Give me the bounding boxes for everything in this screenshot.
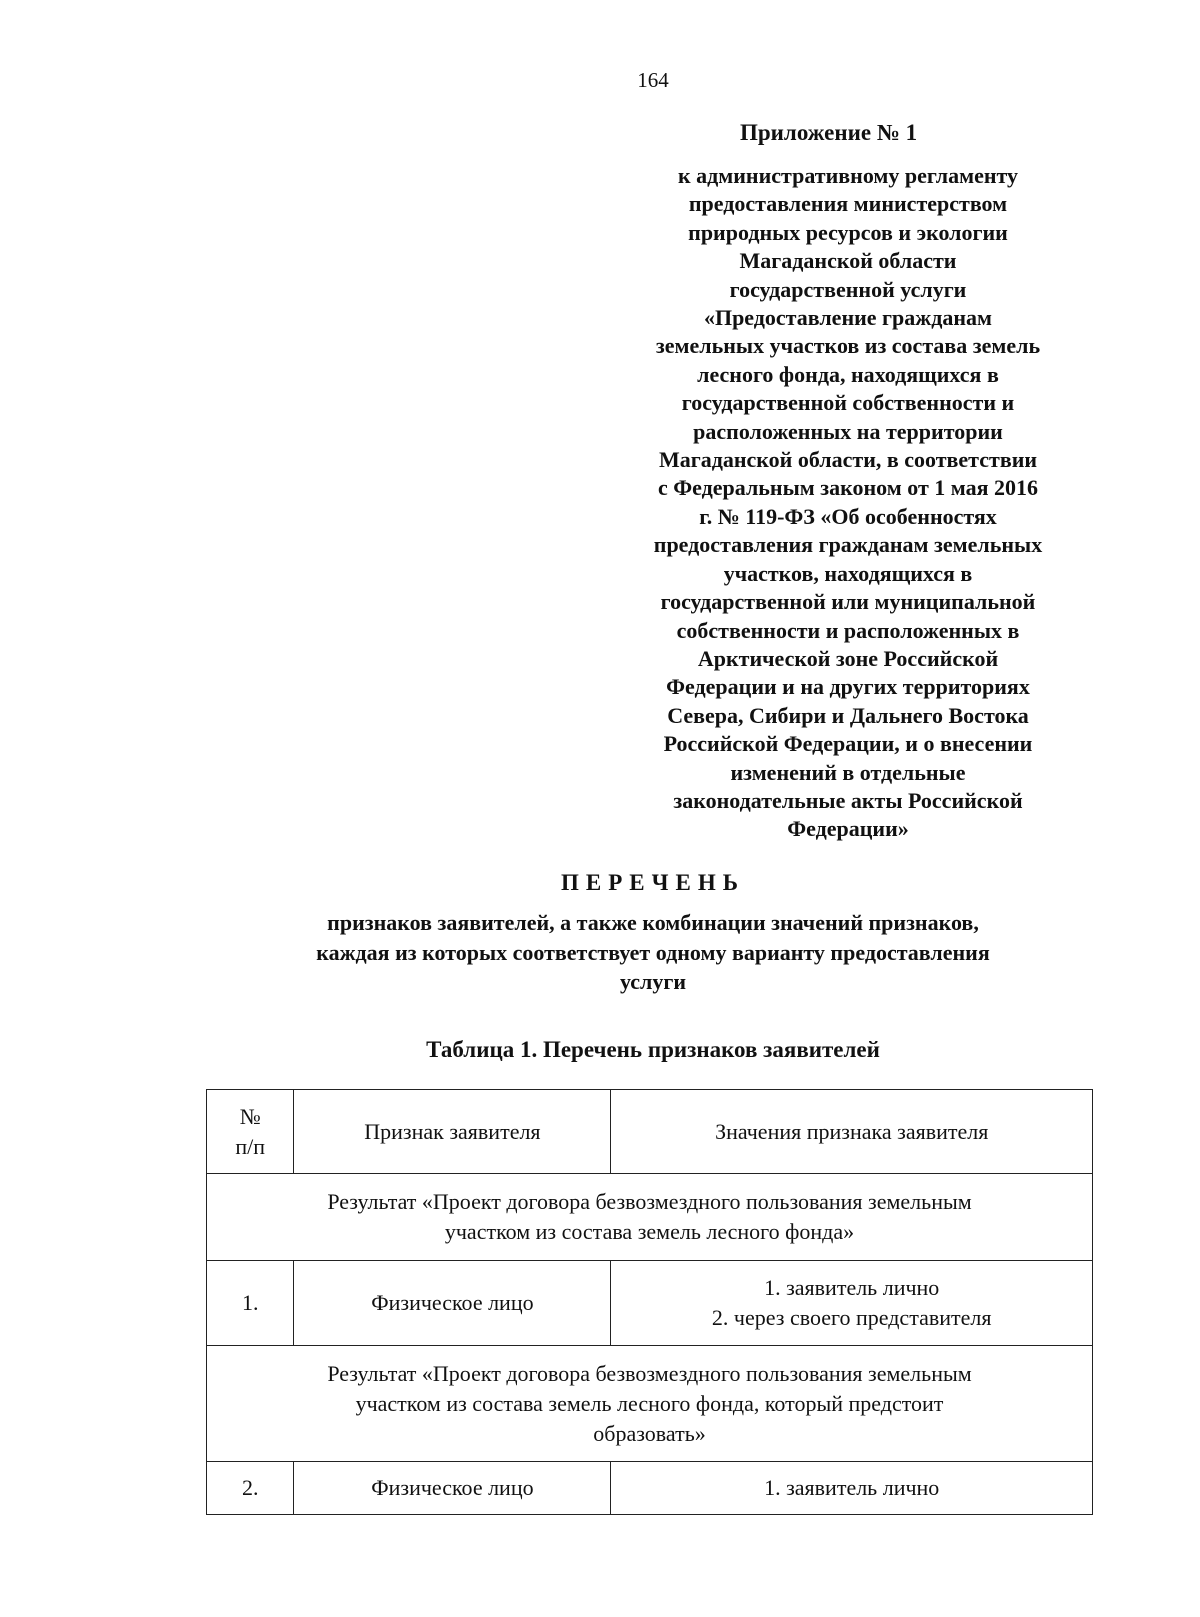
appendix-text xyxy=(600,162,1096,844)
result-line: образовать» xyxy=(593,1420,706,1446)
appendix-line: г. № 119-ФЗ «Об особенностях xyxy=(699,503,997,529)
appendix-line: «Предоставление гражданам xyxy=(703,305,993,331)
header-num-symbol: № xyxy=(239,1103,261,1129)
appendix-line: Магаданской области xyxy=(739,248,957,274)
result-line: Результат «Проект договора безвозмездного пользования земельным xyxy=(327,1360,972,1386)
appendix-line: предоставления гражданам земельных xyxy=(653,532,1043,558)
appendix-line: участков, находящихся в xyxy=(723,560,973,586)
appendix-line: Севера, Сибири и Дальнего Востока xyxy=(667,702,1029,728)
row-values-cell xyxy=(611,1462,1093,1515)
table-header-row xyxy=(207,1090,1093,1174)
document-heading: ПЕРЕЧЕНЬ xyxy=(561,870,745,895)
result-line: Результат «Проект договора безвозмездного пользования земельным xyxy=(327,1189,972,1214)
result-row xyxy=(207,1346,1093,1462)
appendix-line: изменений в отдельные xyxy=(730,759,966,785)
appendix-line: государственной собственности и xyxy=(681,390,1015,416)
appendix-line: Арктической зоне Российской xyxy=(697,645,999,671)
appendix-line: природных ресурсов и экологии xyxy=(688,219,1008,245)
appendix-line: Магаданской области, в соответствии xyxy=(658,447,1038,473)
appendix-line: государственной услуги xyxy=(729,276,967,302)
result-line: участком из состава земель лесного фонда, который предстоит xyxy=(355,1390,944,1416)
document-subheading xyxy=(180,908,1126,997)
appendix-line: предоставления министерством xyxy=(688,191,1008,217)
header-num-cell xyxy=(207,1090,294,1174)
subheading-line: признаков заявителей, а также комбинации значений признаков, xyxy=(327,910,979,935)
row-sign-cell: Физическое лицо xyxy=(294,1462,611,1515)
header-num-abbr: п/п xyxy=(235,1133,266,1159)
row-num-cell: 2. xyxy=(207,1462,294,1515)
appendix-line: собственности и расположенных в xyxy=(676,617,1020,643)
header-values-cell: Значения признака заявителя xyxy=(611,1090,1093,1174)
result-cell xyxy=(207,1174,1093,1261)
header-sign-cell: Признак заявителя xyxy=(294,1090,611,1174)
subheading-line: каждая из которых соответствует одному варианту предоставления xyxy=(316,939,990,965)
appendix-line: Федерации и на других территориях xyxy=(666,674,1030,700)
appendix-line: земельных участков из состава земель xyxy=(655,333,1041,359)
table-row xyxy=(207,1261,1093,1346)
appendix-line: законодательные акты Российской xyxy=(673,787,1023,813)
row-values-cell xyxy=(611,1261,1093,1346)
result-row xyxy=(207,1174,1093,1261)
value-item: 2. через своего представителя xyxy=(711,1305,992,1330)
table-caption: Таблица 1. Перечень признаков заявителей xyxy=(426,1037,880,1062)
appendix-line: к административному регламенту xyxy=(677,163,1019,188)
subheading-line: услуги xyxy=(619,969,687,994)
result-line: участком из состава земель лесного фонда» xyxy=(444,1219,855,1244)
applicant-signs-table xyxy=(206,1089,1093,1515)
row-num-cell: 1. xyxy=(207,1261,294,1346)
row-sign-cell: Физическое лицо xyxy=(294,1261,611,1346)
appendix-line: государственной или муниципальной xyxy=(660,589,1036,615)
appendix-line: лесного фонда, находящихся в xyxy=(697,361,999,387)
appendix-line: расположенных на территории xyxy=(693,418,1003,444)
appendix-line: Российской Федерации, и о внесении xyxy=(663,731,1033,757)
result-cell xyxy=(207,1346,1093,1462)
value-item: 1. заявитель лично xyxy=(764,1475,940,1500)
page-number: 164 xyxy=(637,68,669,92)
appendix-line: Федерации» xyxy=(787,816,909,842)
table-row xyxy=(207,1462,1093,1515)
appendix-title: Приложение № 1 xyxy=(740,120,918,145)
value-item: 1. заявитель лично xyxy=(764,1275,940,1300)
appendix-line: с Федеральным законом от 1 мая 2016 xyxy=(658,475,1038,501)
